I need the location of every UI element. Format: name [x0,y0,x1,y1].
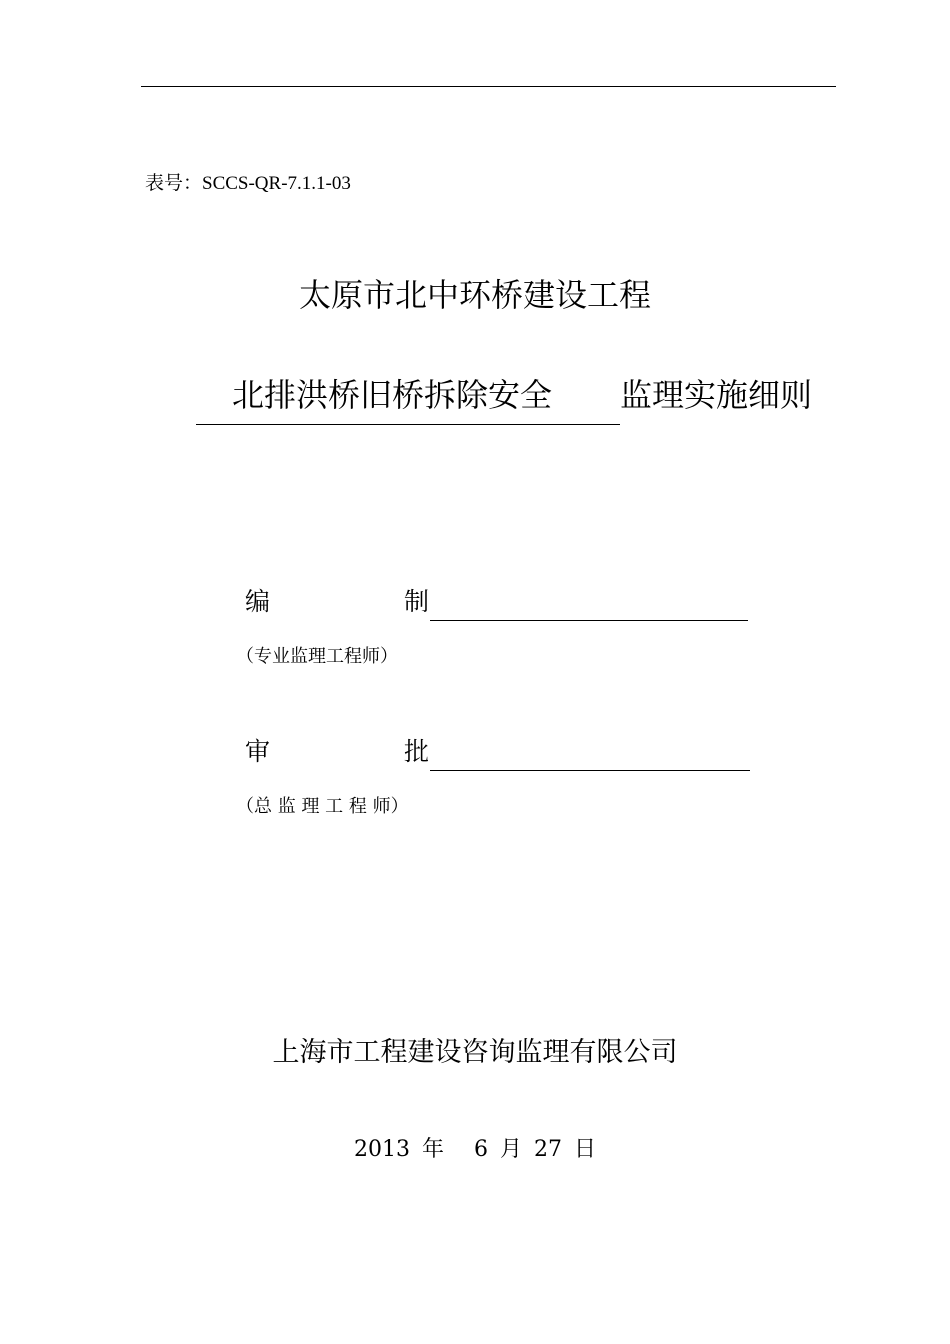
header-rule [141,86,836,87]
form-number: 表号：SCCS-QR-7.1.1-03 [145,173,351,194]
approve-signature-line [430,770,750,771]
document-type: 监理实施细则 [620,376,813,414]
date-year-unit: 年 [421,1137,444,1162]
subject-text: 北排洪桥旧桥拆除安全 [232,376,553,414]
date-day-unit: 日 [574,1137,597,1162]
compile-label-first: 编 [245,587,271,616]
compile-label-second: 制 [404,587,430,616]
date-month-unit: 月 [499,1137,522,1162]
project-title: 太原市北中环桥建设工程 [298,276,651,314]
date-year: 2013 [353,1137,410,1162]
approve-label-second: 批 [404,737,430,766]
company-name: 上海市工程建设咨询监理有限公司 [272,1037,678,1068]
approve-label-first: 审 [245,737,271,766]
compile-role-note: （专业监理工程师） [236,646,398,667]
approve-role-note: （总 监 理 工 程 师） [236,796,409,817]
date-month: 6 [473,1137,488,1162]
date-day: 27 [534,1137,562,1162]
compile-signature-line [430,620,748,621]
issue-date [0,1132,950,1163]
subject-underline [196,424,620,425]
